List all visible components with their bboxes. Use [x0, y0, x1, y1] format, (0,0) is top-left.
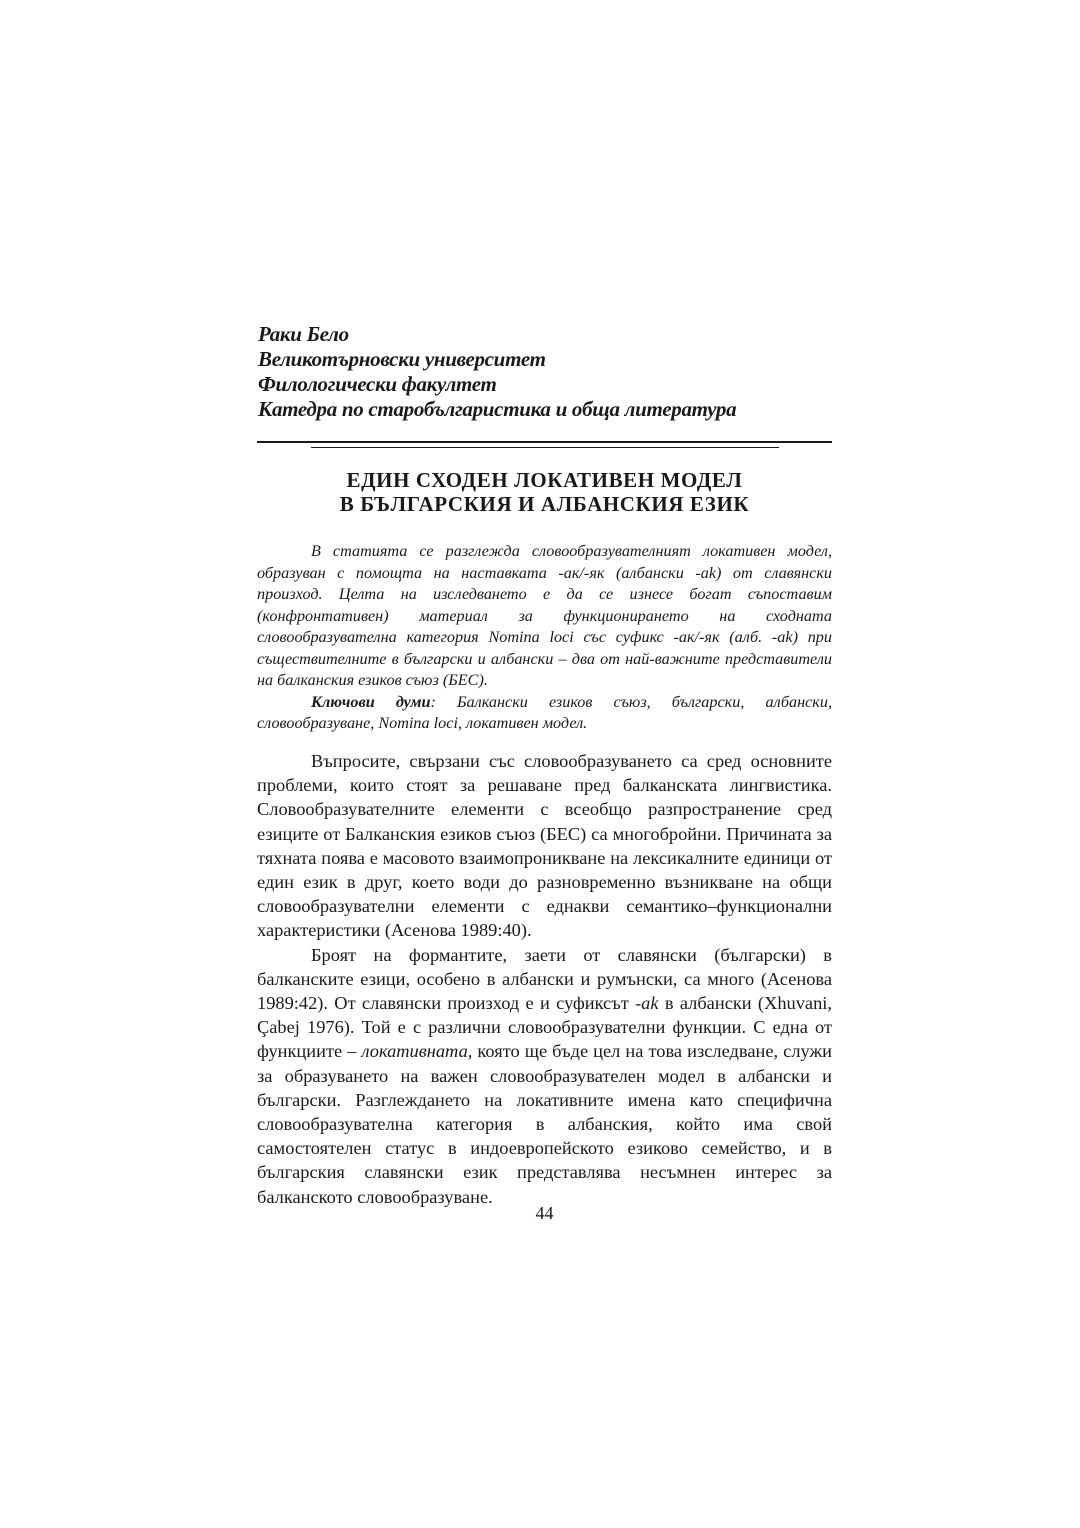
author-department: Катедра по старобългаристика и обща литература [258, 397, 737, 421]
keywords-label: Ключови думи [311, 692, 431, 711]
header-rule-thin [311, 447, 779, 448]
title-line-2: В БЪЛГАРСКИЯ И АЛБАНСКИЯ ЕЗИК [339, 492, 750, 516]
p2-term: локативната [361, 1041, 468, 1062]
header-rule-thick [257, 441, 832, 443]
page-number: 44 [535, 1203, 554, 1223]
author-university: Великотърновски университет [258, 347, 546, 371]
article-body [257, 749, 832, 1209]
article-title [257, 468, 832, 516]
title-line-1: ЕДИН СХОДЕН ЛОКАТИВЕН МОДЕЛ [346, 468, 743, 492]
author-name: Раки Бело [258, 322, 349, 346]
author-faculty: Филологически факултет [258, 372, 497, 396]
keywords-text: : Балкански езиков съюз, български, албански, словообразуване, Nomina loci, локативен модел. [257, 692, 832, 732]
p2-suffix: -ak [635, 993, 659, 1014]
keywords [257, 692, 832, 735]
author-affiliation [258, 322, 858, 422]
body-paragraph-2 [257, 943, 832, 1209]
p2-part-b: в албански (Xhuvani, Çabej 1976). Той е с различни словообразувателни функции. С една от функциите – [257, 993, 832, 1062]
abstract [257, 541, 832, 735]
p2-part-a: Броят на формантите, заети от славянски (български) в балканските езици, особено в албански и румънски, са много (Асенова 1989:42). От славянски произход е и суфиксът [257, 944, 832, 1014]
abstract-text: В статията се разглежда словообразувателният локативен модел, образуван с помощта на наставката -ак/-як (албански -ak) от славянски произход. Целта на изследването е да се изнесе богат съпоставим (конфронтативен) материал за функционирането на сходната словообразувателна категория Nomina loci със суфикс -ак/-як (алб. -ak) при съществителните в български и албански – два от най-важните представители на балканския езиков съюз (БЕС). [257, 542, 832, 689]
body-paragraph-1: Въпросите, свързани със словообразуването са сред основните проблеми, които стоят за решаване пред балканската лингвистика. Словообразувателните елементи с всеобщо разпространение сред езиците от Балканския езиков съюз (БЕС) са многобройни. Причината за тяхната поява е масовото взаимопроникване на лексикалните единици от един език в друг, което води до разновременно възникване на общи словообразувателни елементи с еднакви семантико–функционални характеристики (Асенова 1989:40). [257, 751, 832, 941]
p2-part-c: , която ще бъде цел на това изследване, служи за образуването на важен словообразувателен модел в албански и български. Разглеждането на локативните имена като специфична словообразувателна категория в албанския, който има свой самостоятелен статус в индоевропейското езиково семейство, и в българския славянски език представлява несъмнен интерес за балканското словообразуване. [257, 1041, 833, 1207]
